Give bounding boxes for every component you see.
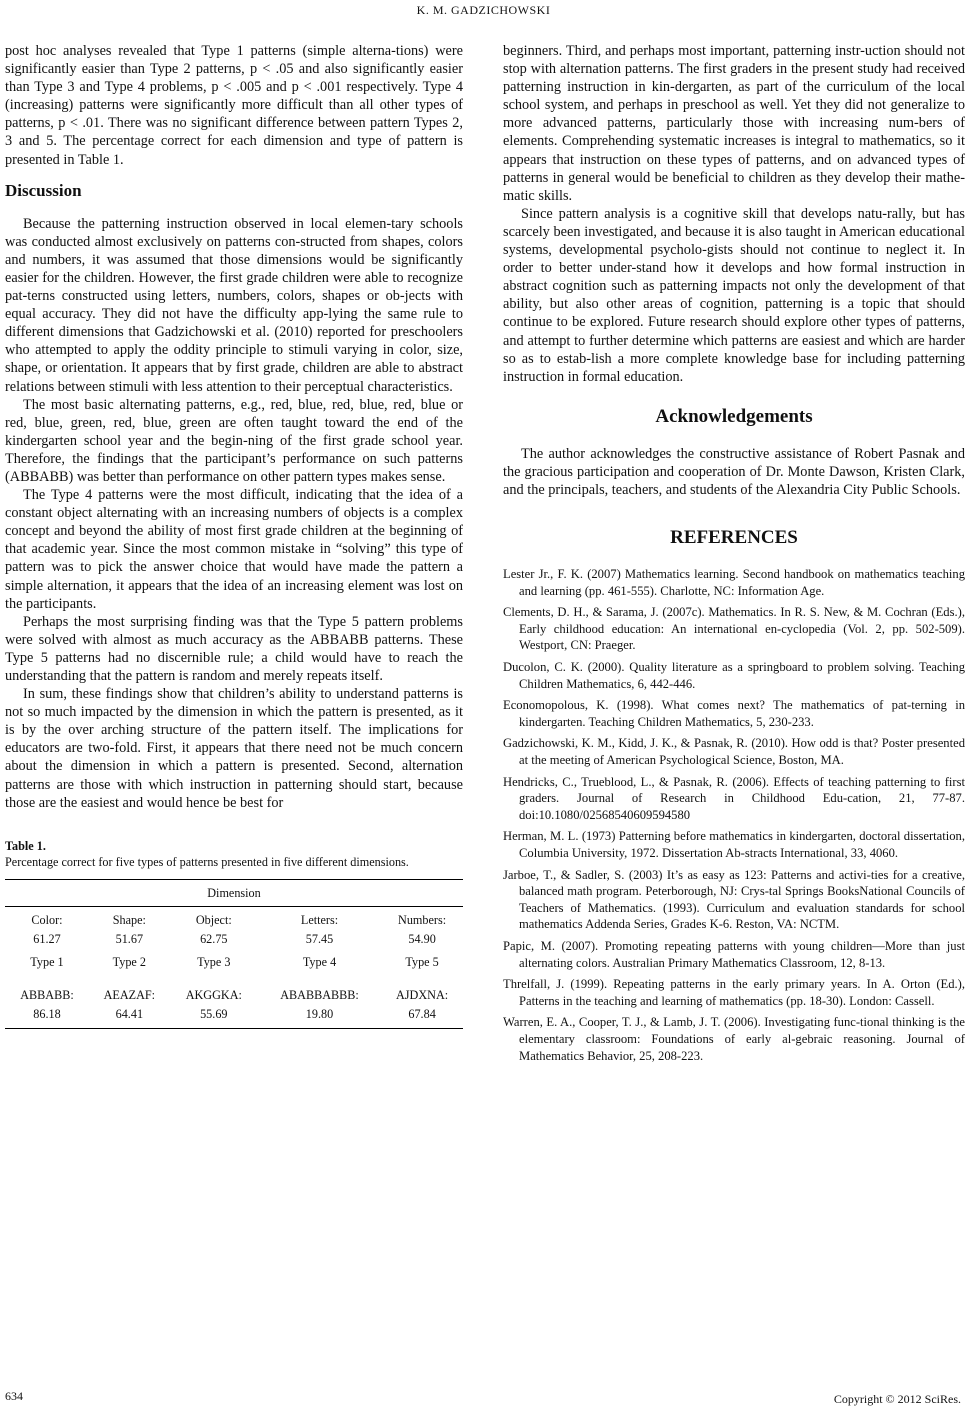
table-caption: Percentage correct for five types of patterns presented in five different dimensions.: [5, 854, 409, 869]
type-label: Type 1: [30, 954, 64, 969]
discussion-paragraph-2: The most basic alternating patterns, e.g., red, blue, red, blue, red, blue or red, blue, green, red, blue, green are often taught toward the end of the kindergarten school year and the begin-ning of the first grade school year. Therefore, the findings that the participant’s performance on such patterns (ABBABB) was better than performance on other pattern types makes sense.: [5, 396, 463, 485]
page-number: 634: [5, 1389, 23, 1403]
discussion-paragraph-3: The Type 4 patterns were the most difficult, indicating that the idea of a constant object alternating with an increasing numbers of objects is a complex concept and beyond the ability of most first grade children at the beginning of that academic year. Since the most common mistake in “solving” this type of pattern was to pick the answer choice that would have made the pattern a simple alternation, it appears that the idea of an increasing element was lost on the participants.: [5, 487, 463, 612]
dimension-table: [5, 879, 463, 1029]
pattern-value: 86.18: [5, 1005, 89, 1029]
acknowledgements-heading: Acknowledgements: [655, 405, 813, 427]
pattern-label: AJDXNA:: [396, 987, 449, 1002]
discussion-paragraph-5: In sum, these findings show that children’s ability to understand patterns is not so much impacted by the dimension in which the pattern is presented, as it is by the over arching structure of the pattern itself. The implications for educators are two-fold. First, it appears that there need not be much concern about the dimension in which a pattern is presented. Second, alternation patterns are those with which instruction in patterning should start, because those are the easiest and would hence be best for: [5, 686, 463, 811]
pattern-label: AEAZAF:: [103, 987, 156, 1002]
pattern-label: ABABBABBB:: [280, 987, 359, 1002]
reference-item: Gadzichowski, K. M., Kidd, J. K., & Pasnak, R. (2010). How odd is that? Poster presented at the meeting of American Psychological Science, Boston, MA.: [503, 736, 965, 767]
reference-list: [503, 566, 965, 1064]
reference-item: Economopolous, K. (1998). What comes next? The mathematics of pat-terning in kindergarten. Teaching Children Mathematics, 5, 230-233.: [503, 698, 965, 729]
left-column: [5, 42, 463, 1029]
reference-item: Clements, D. H., & Sarama, J. (2007c). Mathematics. In R. S. New, & M. Cochran (Eds.), Early childhood education: An international en-cyclopedia (Vol. 2, pp. 502-509). Westport, CN: Praeger.: [503, 605, 965, 653]
dimension-label: Shape:: [112, 912, 146, 927]
discussion-paragraph-1: Because the patterning instruction observed in local elemen-tary schools was conducted almost exclusively on patterns con-structed from shapes, colors and numbers, it was assumed that those dimensions would be significantly easier for the children. However, the first grade children were able to recognize pat-terns constructed using letters, numbers, colors, shapes or ob-jects with equal accuracy. They did not have the difficulty app-lying the same rule to different dimensions that Gadzichowski et al. (2010) reported for preschoolers who attempted to apply the oddity principle to stimuli varying in color, size, shape, or orientation. It appears that by first grade, children are able to abstract relations between stimuli with less attention to their perceptual characteristics.: [5, 215, 463, 395]
reference-item: Warren, E. A., Cooper, T. J., & Lamb, J. T. (2006). Investigating func-tional thinking is the elementary classroom: Foundations of early al-gebraic reasoning. Journal of Mathematics Behavior, 25, 208-223.: [503, 1015, 965, 1063]
copyright-notice: Copyright © 2012 SciRes.: [833, 1392, 961, 1406]
type-label: Type 4: [302, 954, 337, 969]
reference-item: Ducolon, C. K. (2000). Quality literature as a springboard to problem solving. Teaching Children Mathematics, 6, 442-446.: [503, 660, 965, 691]
dimension-label: Numbers:: [398, 912, 447, 927]
reference-item: Herman, M. L. (1973) Patterning before mathematics in kindergarten, doctoral dissertation, Columbia University, 1972. Dissertation Ab-stracts International, 33, 4060.: [503, 829, 965, 860]
reference-item: Hendricks, C., Trueblood, L., & Pasnak, R. (2006). Effects of teaching patterning to first graders. Journal of Research in Childhood Edu-cation, 21, 77-87. doi:10.1080/02568540609594580: [503, 774, 965, 822]
type-label: Type 3: [197, 954, 231, 969]
future-research-paragraph: Since pattern analysis is a cognitive skill that develops natu-rally, but has scarcely been investigated, and because it is also taught in American educational systems, developmental psycholo-gists should not continue to neglect it. In order to better under-stand how it develops and how formal instruction in abstract cognition such as patterning impacts not only the development of that ability, but also other areas of cognition, patterning is a topic that should continue to be explored. Future research should explore other types of patterns, and attempt to further determine which patterns are easiest and which are harder so as to estab-lish a more complete knowledge base for including patterning instruction in formal education.: [503, 205, 965, 385]
discussion-heading: Discussion: [5, 180, 82, 200]
right-column: [503, 42, 965, 1069]
dimension-value: 62.75: [200, 931, 228, 946]
pattern-value: 67.84: [381, 1005, 463, 1029]
pattern-label: ABBABB:: [20, 987, 74, 1002]
table-header: Dimension: [5, 879, 463, 906]
dimension-value: 54.90: [408, 931, 436, 946]
dimension-label: Color:: [31, 912, 63, 927]
continuation-paragraph: beginners. Third, and perhaps most important, patterning instr-uction should not stop with alternation patterns. The first graders in the present study had received patterning instruction in kin-dergarten, as part of the curriculum of the local school system, and perhaps in preschool as well. Yet they did not generalize to more advanced patterns, particularly those with increasing num-bers of elements. Comprehending systematic increases is integral to mathematics, so it appears that instruction on these types of patterns, and on advanced types of patterns in general would be beneficial to children as they develop their mathe-matic skills.: [503, 43, 965, 204]
type-label: Type 2: [112, 954, 146, 969]
dimension-value: 51.67: [115, 931, 144, 946]
pattern-value: 19.80: [258, 1005, 381, 1029]
reference-item: Papic, M. (2007). Promoting repeating patterns with young children—More than just alternating colors. Australian Primary Mathematics Classroom, 12, 8-13.: [503, 938, 965, 970]
reference-item: Lester Jr., F. K. (2007) Mathematics learning. Second handbook on mathematics teaching and learning (pp. 461-555). Charlotte, NC: Information Age.: [503, 567, 965, 598]
dimension-label: Letters:: [300, 912, 339, 927]
dimension-value: 61.27: [33, 931, 61, 946]
pattern-value: 64.41: [89, 1005, 170, 1029]
references-heading: REFERENCES: [670, 527, 798, 549]
intro-paragraph: post hoc analyses revealed that Type 1 patterns (simple alterna-tions) were significantly easier than Type 2 patterns, p < .05 and also significantly easier than Type 3 and Type 4 problems, p < .005 and p < .001 respectively. Type 4 (increasing) patterns were significantly more difficult than all other types of patterns, p < .01. There was no significant difference between pattern Types 2, 3 and 5. The percentage correct for each dimension and type of pattern is presented in Table 1.: [5, 43, 463, 168]
table-title: Table 1.: [5, 838, 46, 853]
pattern-label: AKGGKA:: [185, 987, 242, 1002]
dimension-label: Object:: [195, 912, 232, 927]
pattern-value: 55.69: [170, 1005, 258, 1029]
reference-item: Jarboe, T., & Sadler, S. (2003) It’s as easy as 123: Patterns and activi-ties for a creative, balanced math program. Peterborough, NJ: Crys-tal Springs BooksNational Councils of Teachers of Mathematics. (1993). Curriculum and evaluation standards for school mathematics Addenda Series, Grades K-6. Reston, VA: NCTM.: [503, 867, 965, 932]
acknowledgements-text: The author acknowledges the constructive assistance of Robert Pasnak and the gracious participation and cooperation of Dr. Monte Dawson, Kristen Clark, and the principals, teachers, and students of the Alexandria City Public Schools.: [503, 445, 965, 498]
table-1: [5, 838, 463, 1029]
discussion-paragraph-4: Perhaps the most surprising finding was that the Type 5 pattern problems were solved with almost as much accuracy as the ABBABB patterns. These Type 5 patterns had no discernible rule; a child would have to reach the understanding that the pattern is random and merely repeats itself.: [5, 613, 463, 684]
reference-item: Threlfall, J. (1999). Repeating patterns in the early primary years. In A. Orton (Ed.), Patterns in the teaching and learning of mathematics (pp. 18-30). London: Cassell.: [503, 977, 965, 1008]
running-head: K. M. GADZICHOWSKI: [416, 3, 551, 17]
dimension-value: 57.45: [305, 931, 334, 946]
type-label: Type 5: [405, 954, 439, 969]
